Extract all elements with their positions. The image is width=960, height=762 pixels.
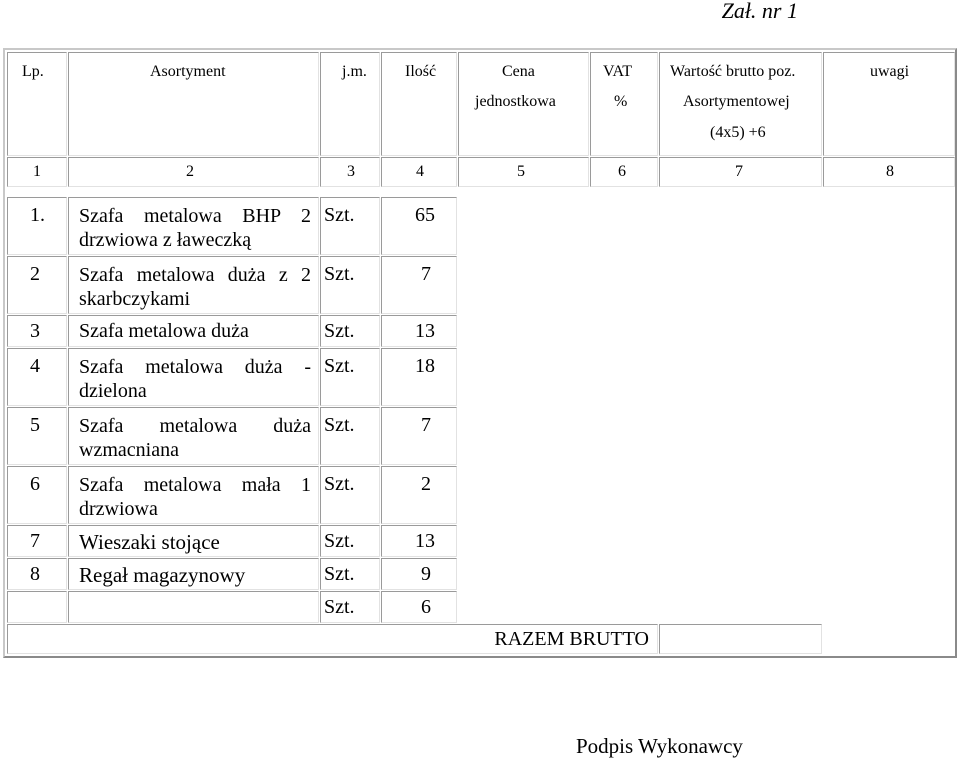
item-qty: 7 [421,414,431,436]
item-5-qty-cell [381,407,457,465]
item-2-unit-cell [320,256,380,314]
item-9-qty-cell [381,591,457,623]
item-2-lp-cell [7,256,67,314]
item-3-lp-cell [7,315,67,347]
total-value-cell [659,624,822,654]
annex-label: Zał. nr 1 [721,0,798,23]
column-number: 3 [347,163,355,180]
header-wartosc-line2: Asortymentowej [683,93,790,110]
item-9-lp-cell [7,591,67,623]
column-number: 6 [618,163,626,180]
column-number: 5 [517,163,525,180]
header-ilosc-cell [381,52,457,156]
item-4-qty-cell [381,348,457,406]
item-unit: Szt. [324,204,355,226]
item-lp: 1. [30,204,45,226]
item-unit: Szt. [324,473,355,495]
item-unit: Szt. [324,320,355,342]
header-wartosc-cell [659,52,822,156]
item-1-qty-cell [381,197,457,255]
header-cena-line1: Cena [502,63,535,80]
item-qty: 18 [415,355,435,377]
item-3-qty-cell [381,315,457,347]
colnum-cell-5 [458,157,589,187]
header-vat-line1: VAT [603,63,633,80]
header-cena-cell [458,52,589,156]
item-6-lp-cell [7,466,67,524]
item-2-name-cell [68,256,319,314]
item-6-name-cell [68,466,319,524]
header-uwagi-cell [823,52,955,156]
item-unit: Szt. [324,596,355,618]
item-lp: 7 [30,530,40,552]
item-name: Szafa metalowa duża - dzielona [79,356,311,402]
item-qty: 13 [415,530,435,552]
item-name: Szafa metalowa BHP 2 drzwiowa z ławeczką [79,205,311,251]
item-name: Szafa metalowa duża z 2 skarbczykami [79,264,311,310]
item-lp: 4 [30,355,40,377]
item-lp: 3 [30,320,40,342]
item-name: Szafa metalowa mała 1 drzwiowa [79,474,311,520]
item-6-unit-cell [320,466,380,524]
item-5-name-cell [68,407,319,465]
item-7-lp-cell [7,525,67,557]
item-2-qty-cell [381,256,457,314]
header-vat-line2: % [614,93,628,110]
column-number: 2 [186,163,194,180]
header-uwagi: uwagi [870,63,910,80]
item-6-qty-cell [381,466,457,524]
item-qty: 7 [421,263,431,285]
item-9-unit-cell [320,591,380,623]
item-7-name-cell [68,525,319,557]
header-ilosc: Ilość [405,63,437,80]
item-unit: Szt. [324,263,355,285]
header-asortyment: Asortyment [150,63,226,80]
item-lp: 8 [30,563,40,585]
header-cena-line2: jednostkowa [475,93,556,110]
item-7-unit-cell [320,525,380,557]
item-8-name-cell [68,558,319,590]
item-qty: 65 [415,204,435,226]
header-vat-cell [590,52,658,156]
total-label-cell [7,624,658,654]
column-number: 7 [735,163,743,180]
item-name: Wieszaki stojące [79,530,220,554]
item-lp: 2 [30,263,40,285]
item-qty: 2 [421,473,431,495]
item-5-lp-cell [7,407,67,465]
item-1-unit-cell [320,197,380,255]
item-qty: 6 [421,596,431,618]
column-number: 8 [886,163,894,180]
item-3-unit-cell [320,315,380,347]
item-1-name-cell [68,197,319,255]
header-wartosc-line1: Wartość brutto poz. [670,63,796,80]
item-lp: 5 [30,414,40,436]
item-8-qty-cell [381,558,457,590]
signature-label: Podpis Wykonawcy [576,734,743,758]
item-4-name-cell [68,348,319,406]
item-8-unit-cell [320,558,380,590]
colnum-cell-1 [7,157,67,187]
item-name: Szafa metalowa duża wzmacniana [79,415,311,461]
item-unit: Szt. [324,530,355,552]
item-1-lp-cell [7,197,67,255]
colnum-cell-4 [381,157,457,187]
item-name: Regał magazynowy [79,563,246,587]
column-number: 1 [33,163,41,180]
header-asortyment-cell [68,52,319,156]
item-qty: 13 [415,320,435,342]
item-4-unit-cell [320,348,380,406]
item-5-unit-cell [320,407,380,465]
item-unit: Szt. [324,414,355,436]
item-unit: Szt. [324,355,355,377]
colnum-cell-8 [823,157,955,187]
order-table [3,48,957,658]
column-number: 4 [416,163,424,180]
total-label: RAZEM BRUTTO [494,628,649,650]
item-qty: 9 [421,563,431,585]
item-3-name-cell [68,315,319,347]
colnum-cell-7 [659,157,822,187]
colnum-cell-6 [590,157,658,187]
header-jm-cell [320,52,380,156]
header-lp: Lp. [22,63,44,80]
item-8-lp-cell [7,558,67,590]
header-jm: j.m. [342,63,367,80]
item-7-qty-cell [381,525,457,557]
item-lp: 6 [30,473,40,495]
header-lp-cell [7,52,67,156]
header-wartosc-line3: (4x5) +6 [710,124,766,141]
item-9-name-cell [68,591,319,623]
item-4-lp-cell [7,348,67,406]
item-unit: Szt. [324,563,355,585]
colnum-cell-2 [68,157,319,187]
colnum-cell-3 [320,157,380,187]
item-name: Szafa metalowa duża [79,320,249,342]
